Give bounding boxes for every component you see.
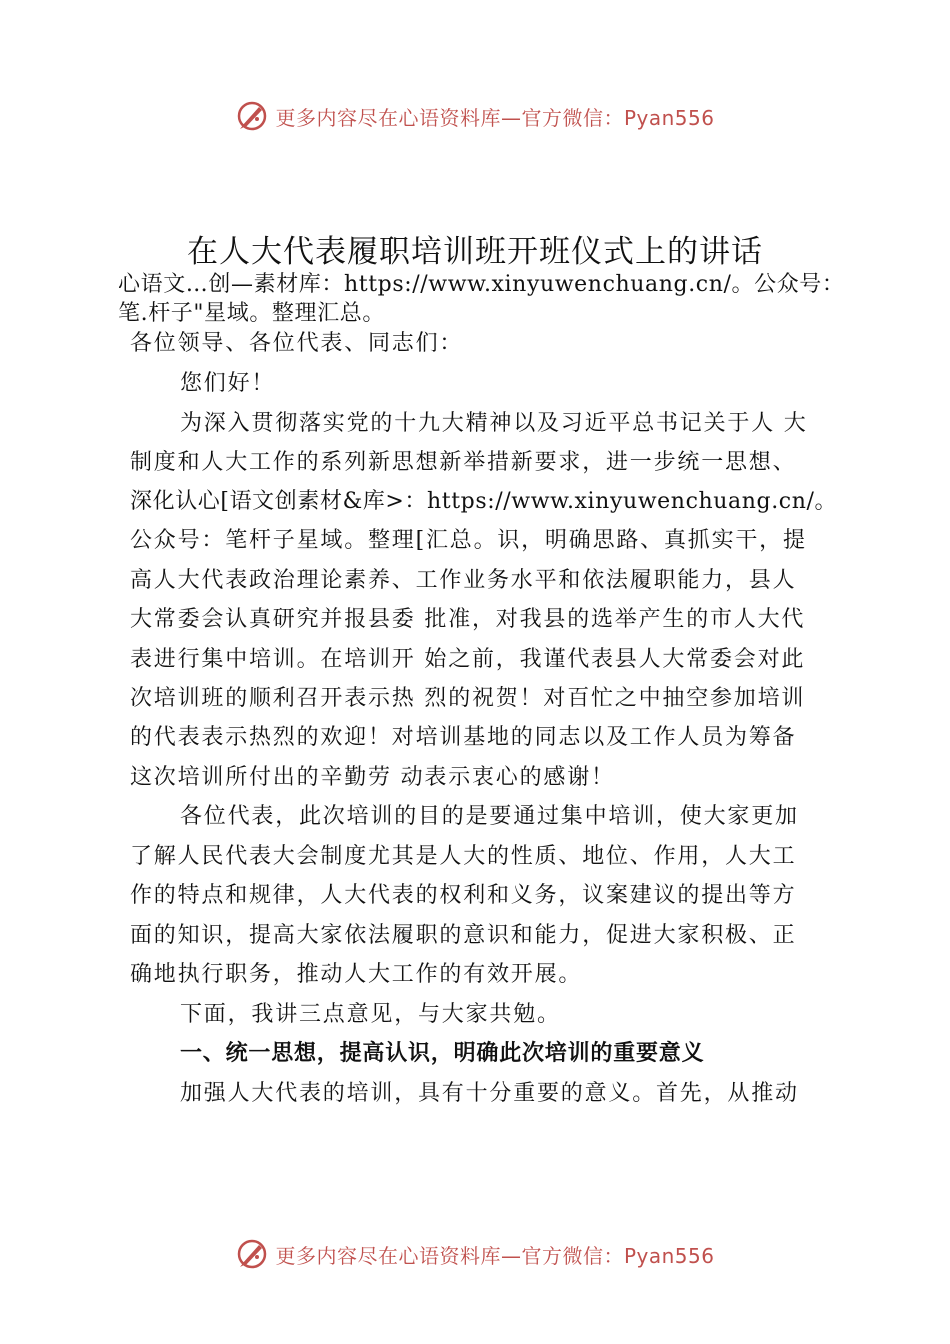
body-line: 高人大代表政治理论素养、工作业务水平和依法履职能力，县人	[130, 568, 797, 593]
body-line: 大常委会认真研究并报县委 批准，对我县的选举产生的市人大代	[130, 607, 806, 632]
body-line: 加强人大代表的培训，具有十分重要的意义。首先，从推动	[180, 1081, 799, 1106]
body-line: 下面，我讲三点意见，与大家共勉。	[180, 1002, 561, 1027]
body-line: 的代表表示热烈的欢迎！对培训基地的同志以及工作人员为筹备	[130, 725, 797, 750]
header-banner-text: 更多内容尽在心语资料库—官方微信：Pyan556	[275, 105, 715, 130]
body-line: 作的特点和规律，人大代表的权利和义务，议案建议的提出等方	[130, 883, 797, 908]
body-line: 这次培训所付出的辛勤劳 动表示衷心的感谢！	[130, 765, 615, 790]
footer-banner-text: 更多内容尽在心语资料库—官方微信：Pyan556	[275, 1243, 715, 1268]
body-line: 表进行集中培训。在培训开 始之前，我谨代表县人大常委会对此	[130, 647, 806, 672]
salutation: 各位领导、各位代表、同志们：	[130, 331, 464, 356]
section-heading: 一、统一思想，提高认识，明确此次培训的重要意义	[180, 1041, 705, 1066]
body-line: 深化认心[语文创素材&库>：https://www.xinyuwenchuang.cn/。	[130, 489, 838, 514]
greeting: 您们好！	[180, 371, 276, 396]
footer-banner	[0, 1234, 950, 1274]
body-line: 面的知识，提高大家依法履职的意识和能力，促进大家积极、正	[130, 923, 797, 948]
pen-logo-icon	[235, 1237, 269, 1271]
pen-logo-icon	[235, 99, 269, 133]
body-line: 各位代表，此次培训的目的是要通过集中培训，使大家更加	[180, 804, 799, 829]
body-line: 笔.杆子"星域。整理汇总。	[118, 301, 385, 326]
header-banner	[0, 96, 950, 136]
document-title: 在人大代表履职培训班开班仪式上的讲话	[187, 234, 763, 270]
body-line: 次培训班的顺利召开表示热 烈的祝贺！对百忙之中抽空参加培训	[130, 686, 806, 711]
body-line: 心语文…创—素材库：https://www.xinyuwenchuang.cn/。公众号：	[118, 272, 845, 297]
body-line: 为深入贯彻落实党的十九大精神以及习近平总书记关于人 大	[180, 411, 808, 436]
body-line: 公众号：笔杆子星域。整理[汇总。识，明确思路、真抓实干，提	[130, 528, 807, 553]
body-line: 确地执行职务，推动人大工作的有效开展。	[130, 962, 583, 987]
body-line: 了解人民代表大会制度尤其是人大的性质、地位、作用，人大工	[130, 844, 797, 869]
body-line: 制度和人大工作的系列新思想新举措新要求，进一步统一思想、	[130, 450, 797, 475]
